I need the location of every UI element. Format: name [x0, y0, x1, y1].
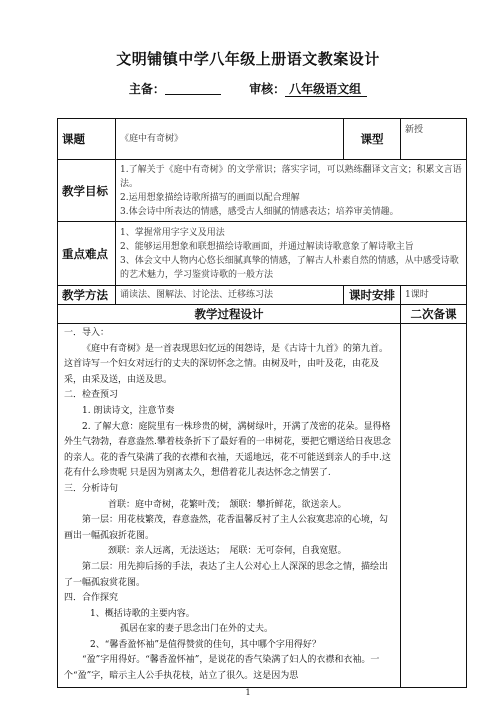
goal-item: 1.了解关于《庭中有奇树》的文学常识；落实字词，可以熟练翻译文言文；积累文言语法。 [120, 164, 462, 189]
process-label: 教学过程设计 [58, 305, 401, 324]
process-line: 1、概括诗歌的主要内容。 [90, 608, 195, 619]
method-row [58, 286, 467, 305]
process-line: 1. 朗读诗文，注意节奏 [82, 405, 175, 416]
process-line: 三．分析诗句 [64, 483, 119, 494]
keys-label: 重点难点 [58, 222, 116, 286]
key-item: 2、能够运用想象和联想描绘诗歌画面，并通过解读诗歌意象了解诗歌主旨 [120, 241, 414, 252]
process-line: 首联：庭中奇树，花繁叶茂； 颔联：攀折鲜花，欲送亲人。 [108, 499, 347, 510]
page-title: 文明铺镇中学八年级上册语文教案设计 [116, 50, 380, 68]
key-item: 3、体会文中人物内心悠长细腻真挚的情感，了解古人朴素自然的情感，从中感受诗歌的艺术魅力，学习鉴赏诗歌的一般方法 [120, 255, 459, 280]
method-label: 教学方法 [58, 286, 116, 305]
process-body-row [58, 324, 467, 688]
goals-content [116, 160, 467, 222]
process-header-row [58, 305, 467, 324]
keys-content [116, 222, 467, 286]
topic-value: 《庭中有奇树》 [116, 119, 344, 160]
process-line: 颈联：亲人远离，无法送达； 尾联：无可奈何，自我宽慰。 [108, 546, 347, 557]
reviewer-label: 审核： [249, 82, 286, 96]
author-blank [165, 82, 221, 95]
author-label: 主备： [128, 82, 165, 96]
second-prep-cell[interactable] [401, 324, 467, 688]
goal-item: 3.体会诗中所表达的情感，感受古人细腻的情感表达；培养审美情趣。 [120, 206, 399, 217]
key-item: 1、掌握常用字字义及用法 [120, 227, 225, 238]
process-line: 孤居在家的妻子思念出门在外的丈夫。 [120, 624, 274, 635]
second-prep-label: 二次备课 [401, 305, 467, 324]
process-line: 四．合作探究 [64, 593, 119, 604]
method-value: 诵读法、图解法、讨论法、迁移练习法 [116, 286, 344, 305]
author-reviewer-line [0, 80, 496, 97]
lesson-type-value: 新授 [401, 119, 467, 160]
goals-label: 教学目标 [58, 160, 116, 222]
time-value: 1课时 [401, 286, 467, 305]
process-line: 一．导入： [64, 328, 110, 338]
process-content [58, 324, 401, 688]
page-number: 1 [245, 688, 251, 697]
keys-row [58, 222, 467, 286]
lesson-plan-table [57, 118, 467, 688]
process-line: 二．检查预习 [64, 390, 119, 401]
process-line: 2、“馨香盈怀袖”是值得赞赏的佳句，其中哪个字用得好？ [90, 639, 321, 650]
topic-label: 课题 [58, 119, 116, 160]
goal-item: 2.运用想象描绘诗歌所描写的画面以配合理解 [120, 192, 300, 203]
reviewer-value: 八年级语文组 [285, 82, 367, 97]
lesson-type-label: 课型 [344, 119, 401, 160]
process-line: “盈”字用得好。“馨香盈怀袖”，是说花的香气染满了妇人的衣襟和衣袖。一个“盈”字，暗示主人公手执花枝，站立了很久。这是因为思 [64, 655, 380, 682]
goals-row [58, 160, 467, 222]
process-line: 2. 了解大意：庭院里有一株珍贵的树，满树绿叶，开满了茂密的花朵。显得格外生气勃勃，春意盎然.攀着枝条折下了最好看的一串树花，要把它赠送给日夜思念的亲人。花的香气染满了我的衣襟和衣袖，天遥地远，花不可能送到亲人的手中.这花有什么珍贵呢 只是因为别离太久，想借着花儿表达怀念之情罢了. [64, 421, 391, 479]
topic-row [58, 119, 467, 160]
process-line: 《庭中有奇树》是一首表现思妇忆远的闺怨诗，是《古诗十九首》的第九首。这首诗写一个妇女对远行的丈夫的深切怀念之情。由树及叶，由叶及花，由花及采，由采及送，由送及思。 [64, 343, 389, 385]
process-line: 第一层：用花枝繁茂，春意盎然，花香温馨反衬了主人公寂寞悲凉的心境，勾画出一幅孤寂折花图。 [64, 515, 389, 541]
time-label: 课时安排 [344, 286, 401, 305]
process-line: 第二层：用先抑后扬的手法，表达了主人公对心上人深深的思念之情，描绘出了一幅孤寂赏花图。 [64, 561, 389, 588]
